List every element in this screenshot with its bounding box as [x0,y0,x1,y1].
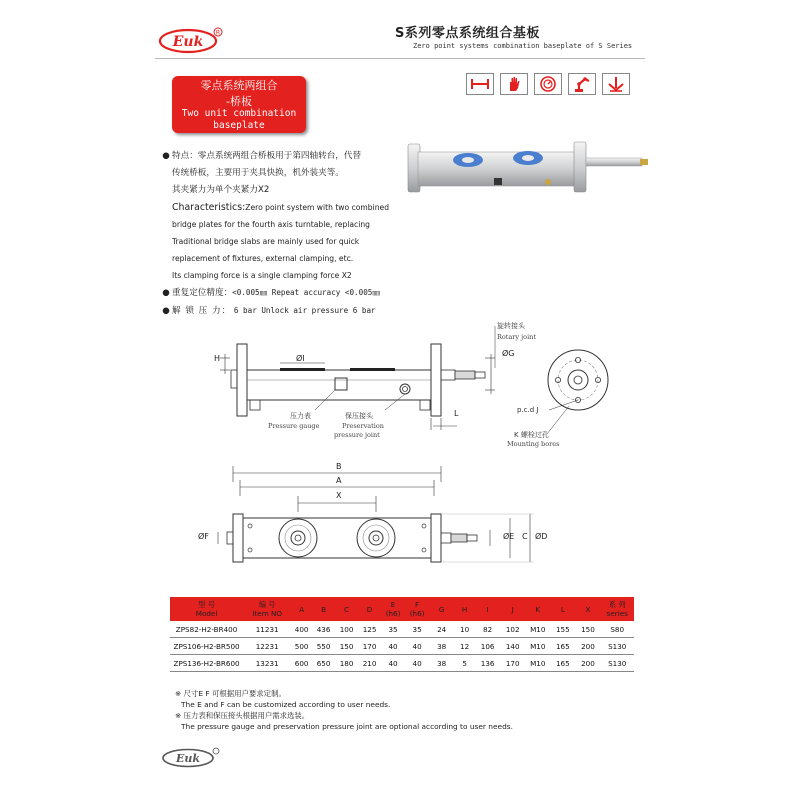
hand-safety-icon [500,73,528,95]
robot-arm-icon [568,73,596,95]
product-title-en-1: Two unit combination [181,108,297,119]
table-cell: 102 [500,621,525,638]
feature-en-label: Characteristics: [172,202,246,213]
header-divider [155,58,645,59]
table-cell: 200 [575,638,600,655]
table-cell: 165 [550,655,575,672]
table-cell: 24 [429,621,454,638]
table-header-row [170,597,634,621]
dim-b: B [336,462,342,471]
gauge-label-en: Pressure gauge [268,422,320,430]
table-header: X [575,597,600,621]
feature-icons [466,73,630,97]
product-title-zh-2: -桥板 [226,95,252,108]
table-cell: S130 [600,655,634,672]
table-header: C [335,597,358,621]
table-cell: 140 [500,638,525,655]
feature-zh-2: 传统桥板，主要用于夹具快换，机外装夹等。 [172,168,344,178]
dim-f: ØF [198,532,209,541]
table-cell: S80 [600,621,634,638]
feature-zh-1: 特点：零点系统两组合桥板用于第四轴转台，代替 [172,151,362,161]
table-cell: ZPS106-H2-BR500 [170,638,243,655]
dim-c: C [522,532,528,541]
table-header: A [291,597,312,621]
table-cell: S130 [600,638,634,655]
table-cell: 400 [291,621,312,638]
table-cell: 210 [358,655,381,672]
table-cell: 106 [475,638,500,655]
footer-euk-logo [160,746,222,768]
side-view-drawing [195,318,635,448]
table-header: 型 号 Model [170,597,243,621]
table-cell: 136 [475,655,500,672]
pressure-label: 解 锁 压 力： [172,306,232,316]
preservation-label-en-1: Preservation [342,422,384,430]
dim-g: ØG [502,349,515,358]
page-title: S系列零点系统组合基板 [395,26,540,41]
bullet-icon: ● [162,306,170,316]
table-header: E (h6) [381,597,405,621]
clamping-icon [602,73,630,95]
table-cell: 12231 [243,638,291,655]
table-row [170,655,634,672]
table-cell: 436 [312,621,335,638]
dim-d: ØD [535,532,548,541]
table-cell: M10 [525,621,550,638]
product-title-en-2: baseplate [213,120,265,131]
gauge-label-zh: 压力表 [290,412,311,420]
dim-l: L [454,409,459,418]
stroke-range-icon [466,73,494,95]
table-header: H [454,597,475,621]
notes [175,688,625,732]
preservation-label-en-2: pressure joint [334,431,380,439]
table-cell: 35 [381,621,405,638]
rotary-joint-label-zh: 旋转接头 [497,322,525,330]
table-cell: 40 [405,638,429,655]
bullet-icon: ● [162,288,170,298]
accuracy-label: 重复定位精度： [172,288,233,298]
table-cell: 600 [291,655,312,672]
table-cell: 150 [575,621,600,638]
page-subtitle: Zero point systems combination baseplate of S Series [413,42,633,50]
bullet-icon: ● [162,151,170,161]
pressure-value: 6 bar Unlock air pressure 6 bar [233,306,376,315]
feature-en-3: Traditional bridge slabs are mainly used for quick [172,237,360,246]
table-cell: 38 [429,638,454,655]
table-cell: 500 [291,638,312,655]
table-cell: 125 [358,621,381,638]
dim-e: ØE [503,532,515,541]
table-header: I [475,597,500,621]
table-cell: 550 [312,638,335,655]
table-cell: 38 [429,655,454,672]
product-title-box [172,76,306,133]
table-cell: M10 [525,638,550,655]
svg-text:Euk: Euk [172,34,204,50]
table-cell: 82 [475,621,500,638]
table-header: G [429,597,454,621]
table-cell: 40 [381,655,405,672]
feature-en-4: replacement of fixtures, external clamping, etc. [172,254,354,263]
table-cell: 35 [405,621,429,638]
feature-en-2: bridge plates for the fourth axis turntable, replacing [172,220,370,229]
table-cell: 11231 [243,621,291,638]
pcd-label: p.c.d J [517,406,539,414]
dim-x: X [336,491,342,500]
table-cell: 200 [575,655,600,672]
table-cell: 650 [312,655,335,672]
table-header: 编 号 Item NO [243,597,291,621]
feature-zh-3: 其夹紧力为单个夹紧力X2 [172,185,270,195]
pressure-gauge-icon [534,73,562,95]
table-cell: 180 [335,655,358,672]
product-photo [398,134,660,200]
table-cell: 13231 [243,655,291,672]
table-cell: 12 [454,638,475,655]
table-header: K [525,597,550,621]
table-cell: 40 [381,638,405,655]
euk-logo [158,26,224,54]
table-cell: 150 [335,638,358,655]
table-cell: 170 [358,638,381,655]
accuracy-value: <0.005㎜ Repeat accuracy <0.005㎜ [232,288,380,297]
note-1-zh: ※ 尺寸E F 可根据用户要求定制。 [175,689,286,698]
note-2-zh: ※ 压力表和保压接头根据用户需求选装。 [175,711,310,720]
mounting-label-en: Mounting bores [507,440,560,448]
table-cell: 155 [550,621,575,638]
characteristics-text [160,148,400,320]
table-cell: 170 [500,655,525,672]
table-cell: M10 [525,655,550,672]
note-2-en: The pressure gauge and preservation pressure joint are optional according to user needs. [181,722,513,731]
table-cell: ZPS82-H2-BR400 [170,621,243,638]
svg-text:R: R [215,29,221,37]
rotary-joint-label-en: Rotary joint [497,333,536,341]
table-row [170,638,634,655]
table-cell: ZPS136-H2-BR600 [170,655,243,672]
mounting-label-zh: K 螺栓过孔 [514,431,549,439]
table-header: 系 列 series [600,597,634,621]
top-view-drawing [200,456,550,586]
feature-en-1: Zero point system with two combined [245,203,390,212]
table-header: J [500,597,525,621]
table-header: L [550,597,575,621]
table-cell: 10 [454,621,475,638]
table-header: F (h6) [405,597,429,621]
dim-i: ØI [296,354,305,363]
table-header: D [358,597,381,621]
table-cell: 40 [405,655,429,672]
product-title-zh-1: 零点系统两组合 [200,79,278,92]
table-cell: 165 [550,638,575,655]
table-cell: 100 [335,621,358,638]
feature-en-5: Its clamping force is a single clamping force X2 [172,271,352,280]
spec-table [170,597,634,672]
svg-text:Euk: Euk [175,752,201,765]
table-cell: 5 [454,655,475,672]
table-row [170,621,634,638]
table-header: B [312,597,335,621]
dim-h: H [214,354,221,363]
dim-a: A [336,476,342,485]
note-1-en: The E and F can be customized according to user needs. [181,700,391,709]
preservation-label-zh: 保压接头 [345,412,373,420]
